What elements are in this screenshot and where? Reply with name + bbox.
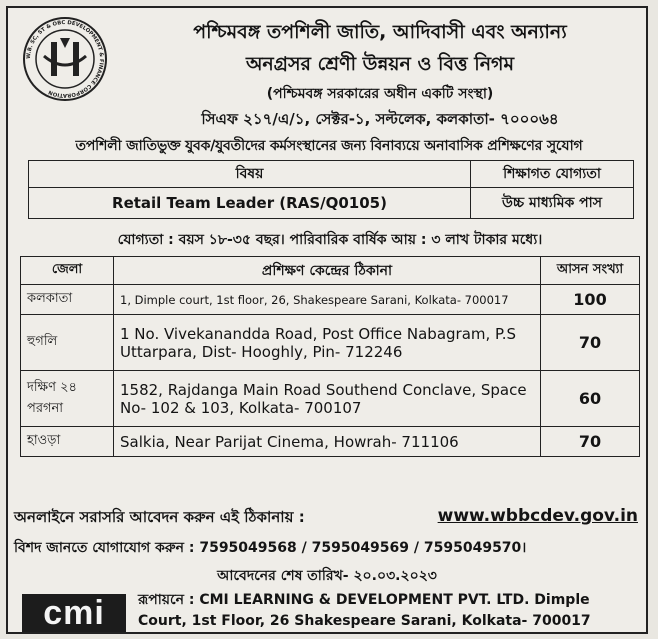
contact-numbers: বিশদ জানতে যোগাযোগ করুন : 7595049568 / 7595049569 / 7595049570। xyxy=(14,540,527,556)
course-name: Retail Team Leader (RAS/Q0105) xyxy=(29,188,471,219)
cmi-logo: cmi xyxy=(22,594,126,632)
table-row xyxy=(21,371,640,427)
logo-ring-text: W.B. SC, ST & OBC DEVELOPMENT & FINANCE CORPORATION xyxy=(25,19,105,99)
application-deadline: আবেদনের শেষ তারিখ- ২০.০৩.২০২৩ xyxy=(217,568,437,584)
apply-online xyxy=(14,506,642,531)
org-name-line1: পশ্চিমবঙ্গ তপশিলী জাতি, আদিবাসী এবং অন্যান্য xyxy=(193,21,567,43)
seats-cell: 70 xyxy=(541,427,640,457)
district-cell: হুগলি xyxy=(21,315,114,371)
address-cell: Salkia, Near Parijat Cinema, Howrah- 711106 xyxy=(114,427,541,457)
eligibility: যোগ্যতা : বয়স ১৮-৩৫ বছর। পারিবারিক বার্ষিক আয় : ৩ লাখ টাকার মধ্যে। xyxy=(117,232,543,248)
advertisement xyxy=(6,6,648,634)
table-row xyxy=(21,315,640,371)
course-table xyxy=(28,160,634,219)
svg-text:W.B. SC, ST & OBC DEVELOPMENT xyxy=(26,20,104,98)
table-row xyxy=(21,285,640,315)
org-address: সিএফ ২১৭/এ/১, সেক্টর-১, সল্টলেক, কলকাতা- ৭০০০৬৪ xyxy=(201,110,559,128)
scheme-title: তপশিলী জাতিভুক্ত যুবক/যুবতীদের কর্মসংস্থানের জন্য বিনাব্যয়ে অনাবাসিক প্রশিক্ষণের সুযোগ xyxy=(75,138,583,154)
district-cell: দক্ষিণ ২৪ পরগনা xyxy=(21,371,114,427)
address-header: প্রশিক্ষণ কেন্দ্রের ঠিকানা xyxy=(114,257,541,285)
address-cell: 1, Dimple court, 1st floor, 26, Shakespeare Sarani, Kolkata- 700017 xyxy=(114,285,541,315)
course-subject-header: বিষয় xyxy=(29,161,471,188)
seats-cell: 60 xyxy=(541,371,640,427)
seats-header: আসন সংখ্যা xyxy=(541,257,640,285)
implementer-text: রূপায়নে : CMI LEARNING & DEVELOPMENT PVT. LTD. Dimple Court, 1st Floor, 26 Shakespeare Sarani, Kolkata- 700017 xyxy=(138,592,591,629)
org-name-line2: অনগ্রসর শ্রেণী উন্নয়ন ও বিত্ত নিগম xyxy=(245,53,515,75)
table-row xyxy=(21,427,640,457)
course-qualification-header: শিক্ষাগত যোগ্যতা xyxy=(471,161,634,188)
district-cell: কলকাতা xyxy=(21,285,114,315)
seats-cell: 70 xyxy=(541,315,640,371)
apply-url-link[interactable]: www.wbbcdev.gov.in xyxy=(437,506,638,526)
centres-table xyxy=(20,256,640,457)
address-cell: 1 No. Vivekanandda Road, Post Office Nabagram, P.S Uttarpara, Dist- Hooghly, Pin- 712246 xyxy=(114,315,541,371)
address-cell: 1582, Rajdanga Main Road Southend Conclave, Space No- 102 & 103, Kolkata- 700107 xyxy=(114,371,541,427)
course-qualification: উচ্চ মাধ্যমিক পাস xyxy=(471,188,634,219)
org-subtitle: (পশ্চিমবঙ্গ সরকারের অধীন একটি সংস্থা) xyxy=(266,86,494,102)
corporation-logo xyxy=(22,16,108,102)
district-cell: হাওড়া xyxy=(21,427,114,457)
district-header: জেলা xyxy=(21,257,114,285)
apply-label: অনলাইনে সরাসরি আবেদন করুন এই ঠিকানায় : xyxy=(14,508,305,526)
seats-cell: 100 xyxy=(541,285,640,315)
